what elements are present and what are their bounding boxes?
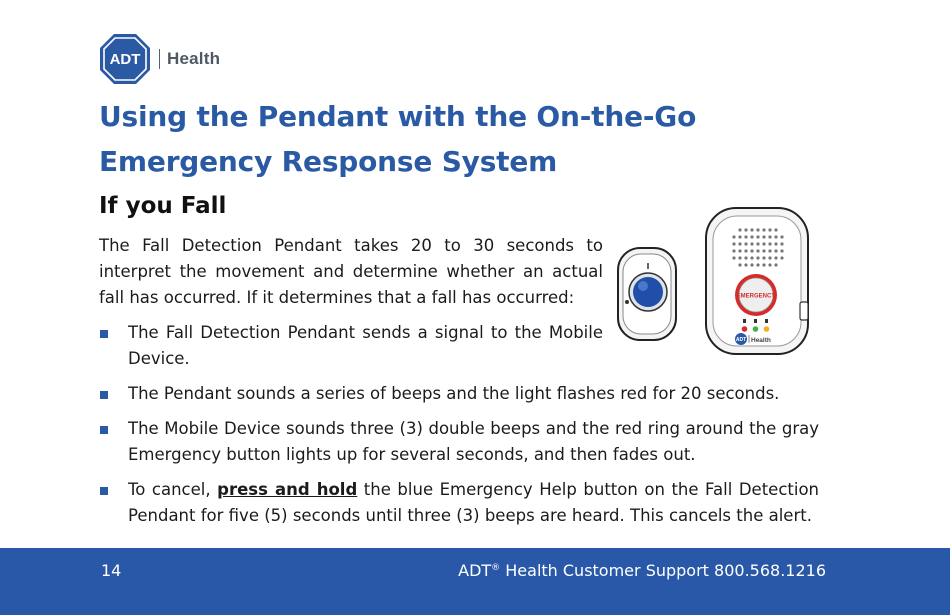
device-illustration <box>612 206 817 358</box>
device-brand-label: Health <box>751 337 771 344</box>
logo-text: ADT <box>109 51 141 68</box>
registered-mark: ® <box>491 563 501 573</box>
bullet-text: The Fall Detection Pendant sends a signal to the Mobile Device. <box>128 323 603 368</box>
device-logo-text: ADT <box>735 337 747 343</box>
list-item <box>99 477 819 529</box>
page-number: 14 <box>101 561 122 580</box>
page-footer <box>0 548 950 615</box>
bullet-square-icon <box>100 426 108 434</box>
title-line-2: Emergency Response System <box>99 145 558 178</box>
bullet-text: The Mobile Device sounds three (3) double beeps and the red ring around the gray Emergency button lights up for several seconds, and then fades out. <box>128 419 819 464</box>
support-text: Health Customer Support 800.568.1216 <box>500 561 826 580</box>
list-item <box>99 320 603 372</box>
emphasis-press-and-hold: press and hold <box>217 480 358 499</box>
title-line-1: Using the Pendant with the On-the-Go <box>99 100 697 133</box>
bullet-text: The Pendant sounds a series of beeps and the light flashes red for 20 seconds. <box>128 384 780 403</box>
list-item <box>99 416 819 468</box>
mobile-device-illustration <box>706 208 808 354</box>
support-brand: ADT <box>458 561 492 580</box>
bullet-square-icon <box>100 330 108 338</box>
page-title <box>99 94 799 184</box>
header-divider <box>159 49 160 69</box>
bullet-square-icon <box>100 391 108 399</box>
section-heading: If you Fall <box>99 193 227 219</box>
bullet-text-after: the blue Emergency Help button on the Fall Detection Pendant for five (5) seconds until three (3) beeps are heard. This cancels the alert. <box>128 480 820 525</box>
adt-logo <box>99 33 151 85</box>
pendant-help-button <box>633 277 663 307</box>
bullet-square-icon <box>100 487 108 495</box>
brand-header <box>99 34 220 84</box>
brand-label: Health <box>167 49 221 68</box>
emergency-label: EMERGENCY <box>736 293 776 300</box>
list-item <box>99 381 819 407</box>
intro-paragraph: The Fall Detection Pendant takes 20 to 30 seconds to interpret the movement and determine whether an actual fall has occurred. If it determines that a fall has occurred: <box>99 236 603 307</box>
support-line <box>458 561 826 580</box>
bullet-text-before: To cancel, <box>128 480 218 499</box>
pendant-illustration <box>618 248 676 340</box>
